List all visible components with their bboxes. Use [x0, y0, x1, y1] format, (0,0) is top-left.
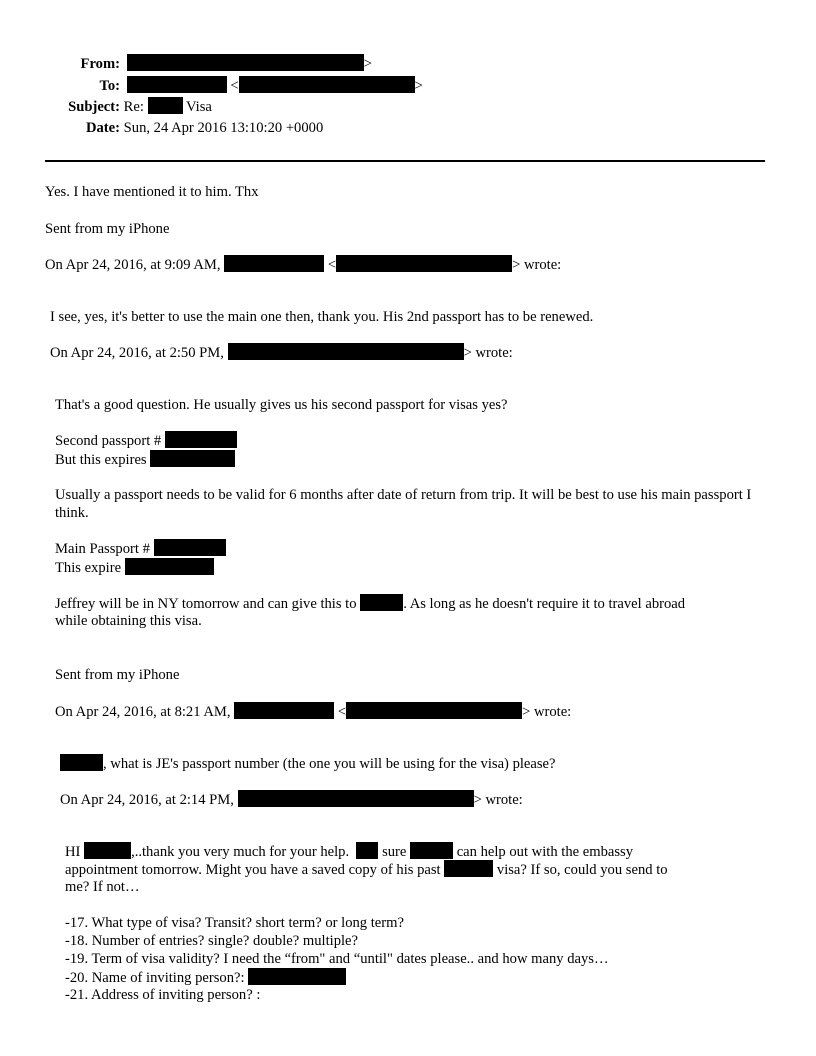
date-row — [40, 119, 323, 137]
this-expire-label: This expire — [55, 560, 122, 576]
redacted-expiry — [150, 450, 235, 467]
quote-header-2 — [50, 343, 513, 362]
from-row — [40, 54, 372, 73]
redacted-passport-number — [154, 539, 226, 556]
redacted-name — [248, 968, 346, 985]
to-lt: < — [230, 78, 239, 94]
jeffrey-line-2: while obtaining this visa. — [55, 613, 202, 629]
this-expire-line — [55, 558, 214, 577]
subject-suffix: Visa — [185, 99, 212, 115]
but-expires-label: But this expires — [55, 452, 147, 468]
redacted-name — [238, 790, 474, 807]
wrote: > wrote: — [512, 257, 562, 273]
sent-from-iphone-2: Sent from my iPhone — [55, 667, 180, 683]
redacted-recipient-name — [127, 76, 227, 93]
redacted-name — [228, 343, 464, 360]
redacted-name — [60, 754, 103, 771]
jeffrey-line-1 — [55, 594, 685, 613]
redacted-name — [234, 702, 334, 719]
to-row — [40, 76, 423, 95]
appointment-text: appointment tomorrow. Might you have a saved copy of his past — [65, 862, 441, 878]
wrote: > wrote: — [473, 792, 523, 808]
quote-header-4-text: On Apr 24, 2016, at 2:14 PM, — [60, 792, 234, 808]
redacted-recipient-email — [239, 76, 415, 93]
redacted-name — [84, 842, 131, 859]
question-18: -18. Number of entries? single? double? multiple? — [65, 933, 359, 949]
subject-label: Subject: — [68, 99, 120, 115]
message-3-line-1: That's a good question. He usually gives us his second passport for visas yes? — [55, 397, 508, 413]
quote-header-4 — [60, 790, 523, 809]
message-2: I see, yes, it's better to use the main one then, thank you. His 2nd passport has to be renewed. — [50, 309, 594, 325]
second-passport-line — [55, 431, 237, 450]
redacted-subject-name — [148, 97, 183, 114]
help-out-text: can help out with the embassy — [456, 844, 634, 860]
redacted-name — [224, 255, 324, 272]
valid-paragraph: Usually a passport needs to be valid for 6 months after date of return from trip. It will be best to use his main passport I think. — [55, 487, 752, 521]
appointment-line — [65, 860, 668, 879]
thanks-text: ,..thank you very much for your help. — [131, 844, 350, 860]
to-label: To: — [99, 78, 120, 94]
subject-row — [40, 97, 212, 116]
question-20 — [65, 968, 346, 987]
quote-header-3-text: On Apr 24, 2016, at 8:21 AM, — [55, 704, 231, 720]
lt: < — [327, 257, 337, 273]
redacted-passport-number — [165, 431, 237, 448]
redacted-email — [346, 702, 522, 719]
but-expires-line — [55, 450, 235, 469]
quote-header-2-text: On Apr 24, 2016, at 2:50 PM, — [50, 345, 224, 361]
to-gt: > — [414, 78, 423, 94]
message-4-text: , what is JE's passport number (the one you will be using for the visa) please? — [103, 756, 556, 772]
sent-from-iphone-1: Sent from my iPhone — [45, 221, 170, 237]
wrote: > wrote: — [463, 345, 513, 361]
redacted-email — [336, 255, 512, 272]
question-20-text: -20. Name of inviting person?: — [65, 970, 245, 986]
redacted-expiry — [125, 558, 214, 575]
hi-line — [65, 842, 633, 861]
lt: < — [337, 704, 347, 720]
quote-header-1 — [45, 255, 561, 274]
sure-text: sure — [382, 844, 407, 860]
jeffrey-pre: Jeffrey will be in NY tomorrow and can give this to — [55, 596, 357, 612]
hi-text: HI — [65, 844, 81, 860]
main-passport-label: Main Passport # — [55, 541, 150, 557]
from-gt: > — [363, 56, 372, 72]
quote-header-3 — [55, 702, 571, 721]
wrote: > wrote: — [522, 704, 572, 720]
main-passport-line — [55, 539, 226, 558]
from-label: From: — [80, 56, 120, 72]
header-divider — [45, 160, 765, 162]
redacted-sender — [127, 54, 364, 71]
question-21: -21. Address of inviting person? : — [65, 987, 261, 1003]
jeffrey-post: . As long as he doesn't require it to travel abroad — [403, 596, 686, 612]
date-label: Date: — [85, 120, 120, 136]
visa-question-text: visa? If so, could you send to — [496, 862, 668, 878]
question-19: -19. Term of visa validity? I need the “from" and “until" dates please.. and how many days… — [65, 951, 609, 967]
reply-1: Yes. I have mentioned it to him. Thx — [45, 184, 259, 200]
quote-header-1-text: On Apr 24, 2016, at 9:09 AM, — [45, 257, 221, 273]
redacted-name — [410, 842, 453, 859]
redacted-country — [444, 860, 493, 877]
redacted-name — [356, 842, 378, 859]
second-passport-label: Second passport # — [55, 433, 162, 449]
date-value: Sun, 24 Apr 2016 13:10:20 +0000 — [123, 120, 324, 136]
me-line: me? If not… — [65, 879, 140, 895]
message-4 — [60, 754, 556, 773]
redacted-name — [360, 594, 403, 611]
question-17: -17. What type of visa? Transit? short term? or long term? — [65, 915, 404, 931]
subject-prefix: Re: — [123, 99, 144, 115]
